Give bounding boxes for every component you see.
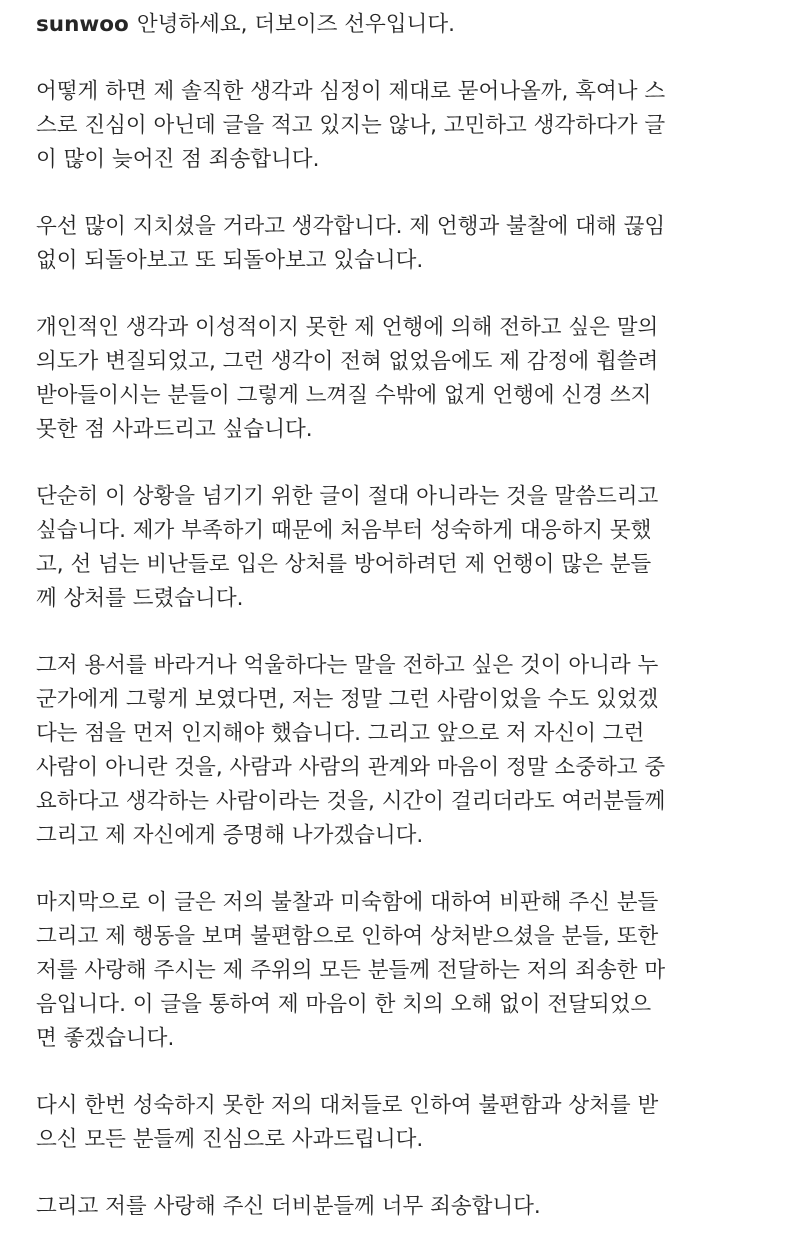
caption-line: 요하다고 생각하는 사람이라는 것을, 시간이 걸리더라도 여러분들께 [36, 789, 666, 814]
caption-paragraph [36, 886, 776, 1056]
caption-line: 그저 용서를 바라거나 억울하다는 말을 전하고 싶은 것이 아니라 누 [36, 653, 659, 678]
caption-paragraph [36, 1089, 776, 1157]
caption-body [36, 75, 776, 1224]
caption-first-line [36, 8, 776, 42]
caption-paragraph [36, 480, 776, 616]
caption-line: 께 상처를 드렸습니다. [36, 586, 244, 611]
caption-paragraph [36, 75, 776, 177]
caption-line: 받아들이시는 분들이 그렇게 느껴질 수밖에 없게 언행에 신경 쓰지 [36, 383, 652, 408]
caption-line: 마지막으로 이 글은 저의 불찰과 미숙함에 대하여 비판해 주신 분들 [36, 890, 659, 915]
caption-paragraph [36, 311, 776, 447]
caption-paragraph [36, 649, 776, 853]
caption-line: 우선 많이 지치셨을 거라고 생각합니다. 제 언행과 불찰에 대해 끊임 [36, 214, 666, 239]
caption-line: 사람이 아니란 것을, 사람과 사람의 관계와 마음이 정말 소중하고 중 [36, 755, 666, 780]
caption-line: 음입니다. 이 글을 통하여 제 마음이 한 치의 오해 없이 전달되었으 [36, 992, 652, 1017]
caption-line: 싶습니다. 제가 부족하기 때문에 처음부터 성숙하게 대응하지 못했 [36, 518, 652, 543]
post-caption [36, 8, 776, 1257]
username-link[interactable]: sunwoo [36, 12, 129, 37]
caption-line: 의도가 변질되었고, 그런 생각이 전혀 없었음에도 제 감정에 휩쓸려 [36, 349, 659, 374]
caption-line: 스로 진심이 아닌데 글을 적고 있지는 않나, 고민하고 생각하다가 글 [36, 113, 666, 138]
caption-paragraph [36, 1190, 776, 1224]
greeting-text: 안녕하세요, 더보이즈 선우입니다. [136, 12, 455, 37]
caption-line: 개인적인 생각과 이성적이지 못한 제 언행에 의해 전하고 싶은 말의 [36, 315, 659, 340]
caption-line: 저를 사랑해 주시는 제 주위의 모든 분들께 전달하는 저의 죄송한 마 [36, 958, 666, 983]
caption-line: 어떻게 하면 제 솔직한 생각과 심정이 제대로 묻어나올까, 혹여나 스 [36, 79, 666, 104]
caption-header [36, 8, 776, 42]
caption-line: 그리고 제 행동을 보며 불편함으로 인하여 상처받으셨을 분들, 또한 [36, 924, 659, 949]
caption-line: 못한 점 사과드리고 싶습니다. [36, 417, 313, 442]
caption-line: 다는 점을 먼저 인지해야 했습니다. 그리고 앞으로 저 자신이 그런 [36, 721, 645, 746]
caption-paragraph [36, 210, 776, 278]
caption-line: 다시 한번 성숙하지 못한 저의 대처들로 인하여 불편함과 상처를 받 [36, 1093, 659, 1118]
caption-line: 으신 모든 분들께 진심으로 사과드립니다. [36, 1127, 424, 1152]
caption-line: 그리고 저를 사랑해 주신 더비분들께 너무 죄송합니다. [36, 1194, 541, 1219]
caption-line: 단순히 이 상황을 넘기기 위한 글이 절대 아니라는 것을 말씀드리고 [36, 484, 659, 509]
caption-line: 없이 되돌아보고 또 되돌아보고 있습니다. [36, 248, 424, 273]
caption-line: 면 좋겠습니다. [36, 1026, 175, 1051]
caption-line: 고, 선 넘는 비난들로 입은 상처를 방어하려던 제 언행이 많은 분들 [36, 552, 652, 577]
caption-line: 이 많이 늦어진 점 죄송합니다. [36, 147, 320, 172]
caption-line: 군가에게 그렇게 보였다면, 저는 정말 그런 사람이었을 수도 있었겠 [36, 687, 659, 712]
caption-line: 그리고 제 자신에게 증명해 나가겠습니다. [36, 823, 424, 848]
